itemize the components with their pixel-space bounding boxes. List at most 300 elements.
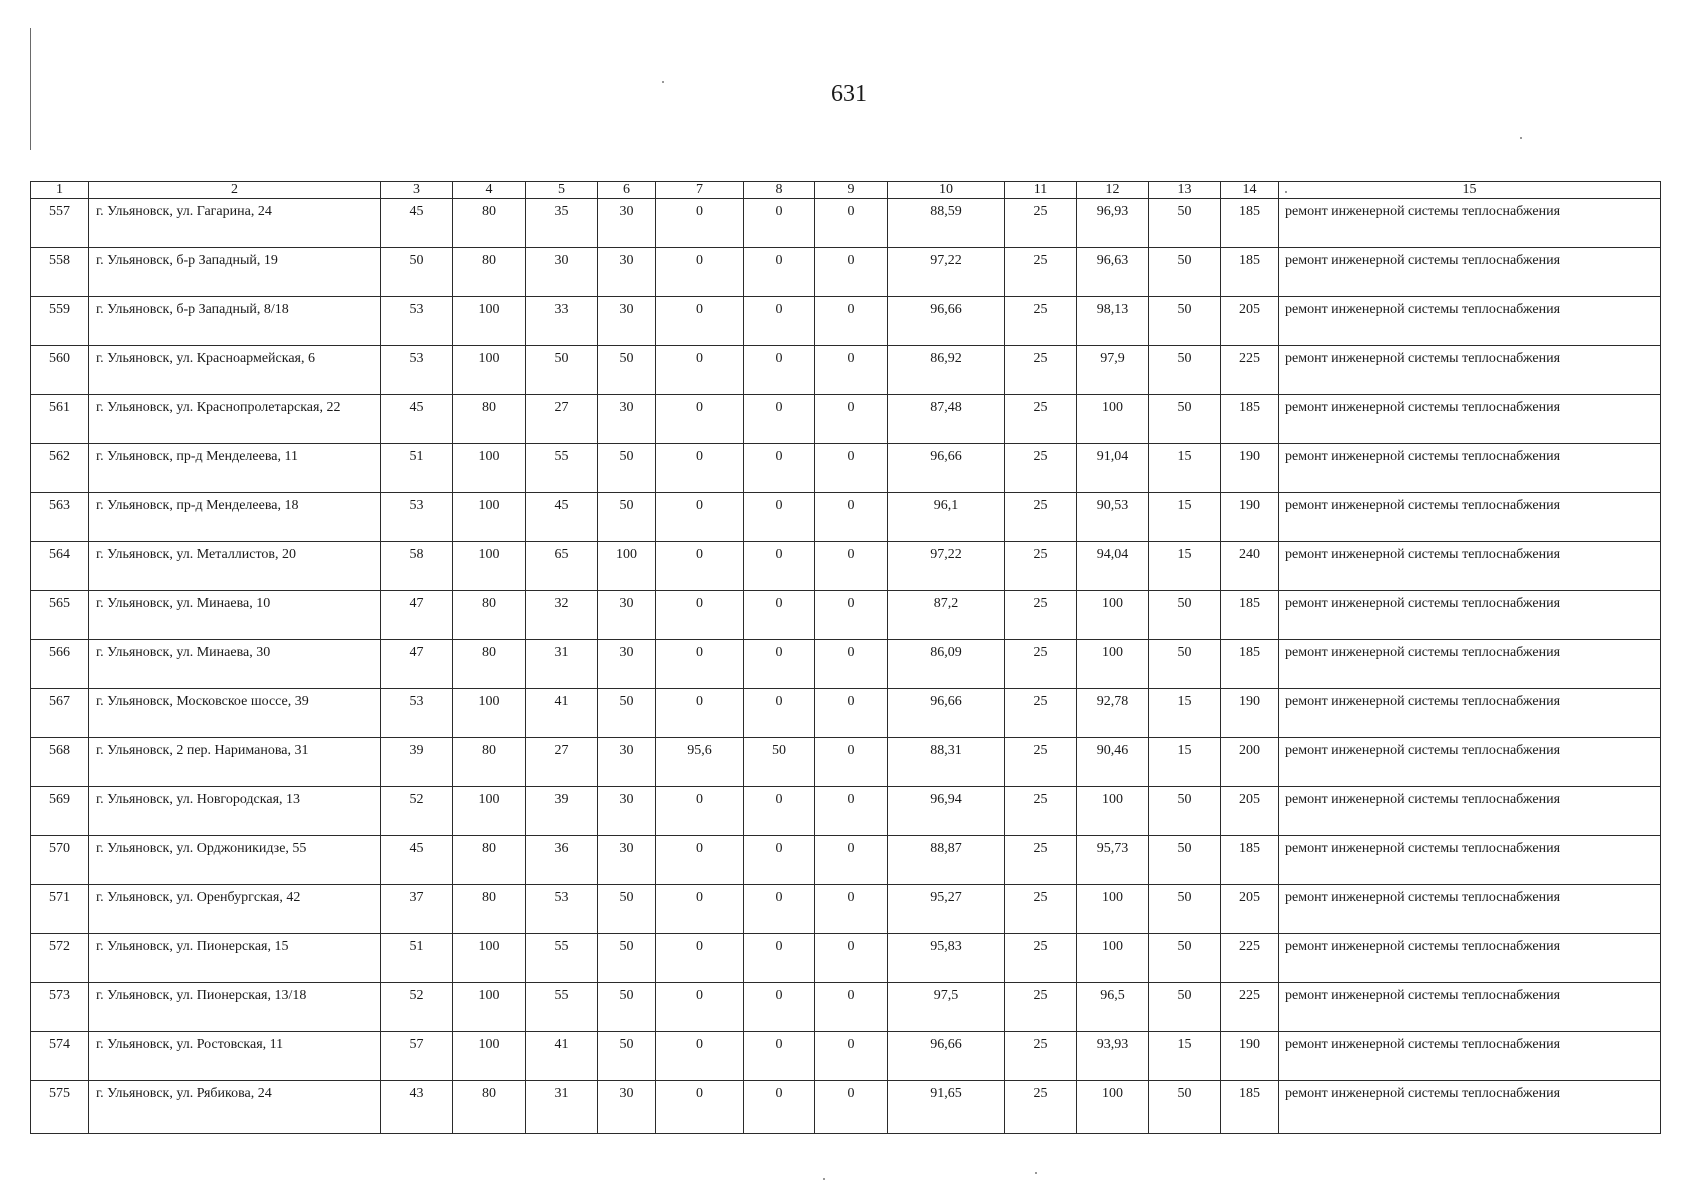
cell-col-3: 53 <box>381 493 453 542</box>
table-row <box>31 885 1661 934</box>
cell-col-9: 0 <box>815 1032 888 1081</box>
cell-col-3: 45 <box>381 395 453 444</box>
cell-col-9: 0 <box>815 199 888 248</box>
cell-row-number: 571 <box>31 885 89 934</box>
cell-address: г. Ульяновск, 2 пер. Нариманова, 31 <box>89 738 381 787</box>
column-header: 15 <box>1279 182 1661 199</box>
cell-col-14: 225 <box>1221 983 1279 1032</box>
cell-col-8: 0 <box>744 1032 815 1081</box>
cell-col-3: 53 <box>381 689 453 738</box>
cell-col-6: 50 <box>598 444 656 493</box>
cell-work-type: ремонт инженерной системы теплоснабжения <box>1279 983 1661 1032</box>
scan-speck <box>823 1178 825 1180</box>
cell-col-8: 0 <box>744 346 815 395</box>
cell-col-5: 36 <box>526 836 598 885</box>
table-row <box>31 640 1661 689</box>
cell-col-12: 100 <box>1077 885 1149 934</box>
table-row <box>31 346 1661 395</box>
cell-col-13: 15 <box>1149 444 1221 493</box>
cell-work-type: ремонт инженерной системы теплоснабжения <box>1279 1032 1661 1081</box>
cell-col-11: 25 <box>1005 493 1077 542</box>
cell-col-10: 96,66 <box>888 297 1005 346</box>
cell-col-8: 0 <box>744 1081 815 1134</box>
cell-col-13: 50 <box>1149 1081 1221 1134</box>
cell-col-12: 100 <box>1077 591 1149 640</box>
cell-col-10: 95,83 <box>888 934 1005 983</box>
cell-col-14: 185 <box>1221 248 1279 297</box>
cell-col-12: 98,13 <box>1077 297 1149 346</box>
cell-row-number: 563 <box>31 493 89 542</box>
cell-col-9: 0 <box>815 983 888 1032</box>
cell-col-8: 0 <box>744 444 815 493</box>
cell-col-8: 0 <box>744 199 815 248</box>
cell-col-6: 30 <box>598 395 656 444</box>
cell-address: г. Ульяновск, б-р Западный, 19 <box>89 248 381 297</box>
cell-col-10: 96,1 <box>888 493 1005 542</box>
cell-col-5: 35 <box>526 199 598 248</box>
cell-col-3: 47 <box>381 640 453 689</box>
cell-row-number: 569 <box>31 787 89 836</box>
cell-col-13: 50 <box>1149 934 1221 983</box>
cell-col-13: 50 <box>1149 885 1221 934</box>
cell-col-7: 0 <box>656 493 744 542</box>
cell-work-type: ремонт инженерной системы теплоснабжения <box>1279 640 1661 689</box>
cell-col-12: 100 <box>1077 1081 1149 1134</box>
cell-col-14: 205 <box>1221 297 1279 346</box>
cell-col-12: 100 <box>1077 640 1149 689</box>
cell-col-12: 96,5 <box>1077 983 1149 1032</box>
cell-address: г. Ульяновск, Московское шоссе, 39 <box>89 689 381 738</box>
cell-col-5: 65 <box>526 542 598 591</box>
registry-table <box>30 181 1661 1134</box>
cell-col-6: 30 <box>598 1081 656 1134</box>
cell-col-13: 15 <box>1149 689 1221 738</box>
cell-col-13: 50 <box>1149 297 1221 346</box>
table-row <box>31 248 1661 297</box>
cell-col-4: 100 <box>453 689 526 738</box>
table-row <box>31 199 1661 248</box>
cell-col-14: 190 <box>1221 493 1279 542</box>
table-row <box>31 444 1661 493</box>
cell-col-9: 0 <box>815 738 888 787</box>
cell-col-7: 0 <box>656 983 744 1032</box>
cell-col-9: 0 <box>815 934 888 983</box>
cell-col-7: 0 <box>656 542 744 591</box>
cell-col-8: 0 <box>744 983 815 1032</box>
cell-row-number: 572 <box>31 934 89 983</box>
cell-col-4: 80 <box>453 885 526 934</box>
cell-work-type: ремонт инженерной системы теплоснабжения <box>1279 542 1661 591</box>
cell-col-5: 53 <box>526 885 598 934</box>
cell-col-6: 50 <box>598 493 656 542</box>
cell-address: г. Ульяновск, ул. Краснопролетарская, 22 <box>89 395 381 444</box>
cell-col-3: 52 <box>381 983 453 1032</box>
cell-col-13: 50 <box>1149 836 1221 885</box>
cell-col-6: 30 <box>598 591 656 640</box>
cell-col-5: 31 <box>526 640 598 689</box>
cell-col-3: 57 <box>381 1032 453 1081</box>
cell-col-9: 0 <box>815 787 888 836</box>
column-header: 14 <box>1221 182 1279 199</box>
cell-col-3: 50 <box>381 248 453 297</box>
cell-col-7: 0 <box>656 444 744 493</box>
cell-col-13: 50 <box>1149 787 1221 836</box>
cell-col-4: 100 <box>453 297 526 346</box>
cell-col-12: 97,9 <box>1077 346 1149 395</box>
cell-address: г. Ульяновск, ул. Пионерская, 15 <box>89 934 381 983</box>
table-row <box>31 934 1661 983</box>
cell-col-10: 88,87 <box>888 836 1005 885</box>
cell-col-14: 185 <box>1221 395 1279 444</box>
table-row <box>31 1081 1661 1134</box>
cell-work-type: ремонт инженерной системы теплоснабжения <box>1279 199 1661 248</box>
cell-col-3: 58 <box>381 542 453 591</box>
cell-col-7: 95,6 <box>656 738 744 787</box>
cell-col-11: 25 <box>1005 934 1077 983</box>
cell-col-7: 0 <box>656 689 744 738</box>
cell-row-number: 568 <box>31 738 89 787</box>
cell-row-number: 559 <box>31 297 89 346</box>
scan-speck <box>1035 1172 1037 1174</box>
cell-col-10: 87,2 <box>888 591 1005 640</box>
cell-col-7: 0 <box>656 1081 744 1134</box>
cell-row-number: 560 <box>31 346 89 395</box>
cell-col-4: 80 <box>453 591 526 640</box>
cell-col-3: 51 <box>381 444 453 493</box>
cell-col-13: 50 <box>1149 248 1221 297</box>
cell-col-6: 30 <box>598 297 656 346</box>
cell-col-9: 0 <box>815 836 888 885</box>
cell-col-13: 50 <box>1149 591 1221 640</box>
cell-address: г. Ульяновск, ул. Минаева, 10 <box>89 591 381 640</box>
cell-col-6: 50 <box>598 689 656 738</box>
cell-address: г. Ульяновск, пр-д Менделеева, 11 <box>89 444 381 493</box>
table-row <box>31 689 1661 738</box>
page-number: 631 <box>831 81 867 107</box>
cell-col-8: 0 <box>744 395 815 444</box>
cell-col-7: 0 <box>656 885 744 934</box>
table-row <box>31 493 1661 542</box>
cell-col-3: 53 <box>381 346 453 395</box>
cell-col-5: 45 <box>526 493 598 542</box>
cell-col-5: 55 <box>526 444 598 493</box>
cell-col-10: 97,22 <box>888 248 1005 297</box>
column-header: 12 <box>1077 182 1149 199</box>
cell-row-number: 575 <box>31 1081 89 1134</box>
cell-address: г. Ульяновск, ул. Металлистов, 20 <box>89 542 381 591</box>
cell-col-12: 95,73 <box>1077 836 1149 885</box>
cell-col-9: 0 <box>815 444 888 493</box>
cell-col-11: 25 <box>1005 542 1077 591</box>
cell-col-7: 0 <box>656 346 744 395</box>
table-row <box>31 542 1661 591</box>
cell-col-14: 200 <box>1221 738 1279 787</box>
cell-col-9: 0 <box>815 346 888 395</box>
cell-col-6: 30 <box>598 738 656 787</box>
cell-row-number: 564 <box>31 542 89 591</box>
cell-col-12: 90,46 <box>1077 738 1149 787</box>
scan-speck <box>1285 191 1287 193</box>
cell-col-11: 25 <box>1005 836 1077 885</box>
cell-col-13: 15 <box>1149 1032 1221 1081</box>
cell-col-6: 50 <box>598 934 656 983</box>
cell-col-6: 30 <box>598 248 656 297</box>
scan-speck <box>662 81 664 83</box>
cell-col-14: 185 <box>1221 591 1279 640</box>
cell-col-12: 93,93 <box>1077 1032 1149 1081</box>
cell-col-4: 100 <box>453 542 526 591</box>
cell-col-4: 80 <box>453 248 526 297</box>
cell-col-3: 51 <box>381 934 453 983</box>
table-row <box>31 787 1661 836</box>
cell-col-4: 100 <box>453 346 526 395</box>
cell-col-14: 225 <box>1221 934 1279 983</box>
cell-work-type: ремонт инженерной системы теплоснабжения <box>1279 1081 1661 1134</box>
cell-address: г. Ульяновск, ул. Рябикова, 24 <box>89 1081 381 1134</box>
cell-col-10: 88,31 <box>888 738 1005 787</box>
cell-col-12: 90,53 <box>1077 493 1149 542</box>
cell-col-9: 0 <box>815 885 888 934</box>
table-row <box>31 297 1661 346</box>
cell-col-4: 80 <box>453 1081 526 1134</box>
cell-col-6: 100 <box>598 542 656 591</box>
cell-col-14: 190 <box>1221 1032 1279 1081</box>
cell-row-number: 565 <box>31 591 89 640</box>
cell-col-14: 185 <box>1221 836 1279 885</box>
cell-col-6: 50 <box>598 885 656 934</box>
cell-row-number: 574 <box>31 1032 89 1081</box>
cell-col-5: 31 <box>526 1081 598 1134</box>
cell-col-6: 50 <box>598 1032 656 1081</box>
cell-col-5: 27 <box>526 395 598 444</box>
cell-work-type: ремонт инженерной системы теплоснабжения <box>1279 248 1661 297</box>
registry-table-wrapper <box>30 181 1660 1134</box>
cell-col-10: 97,5 <box>888 983 1005 1032</box>
cell-col-13: 50 <box>1149 983 1221 1032</box>
cell-col-4: 80 <box>453 395 526 444</box>
cell-col-9: 0 <box>815 689 888 738</box>
cell-col-5: 33 <box>526 297 598 346</box>
cell-work-type: ремонт инженерной системы теплоснабжения <box>1279 346 1661 395</box>
cell-col-14: 190 <box>1221 444 1279 493</box>
cell-address: г. Ульяновск, б-р Западный, 8/18 <box>89 297 381 346</box>
cell-col-11: 25 <box>1005 346 1077 395</box>
cell-col-10: 86,09 <box>888 640 1005 689</box>
cell-col-8: 0 <box>744 591 815 640</box>
table-row <box>31 591 1661 640</box>
scan-speck <box>1520 137 1522 139</box>
cell-col-14: 240 <box>1221 542 1279 591</box>
column-header: 8 <box>744 182 815 199</box>
cell-col-4: 80 <box>453 199 526 248</box>
column-header: 2 <box>89 182 381 199</box>
table-row <box>31 836 1661 885</box>
cell-col-11: 25 <box>1005 640 1077 689</box>
column-header: 5 <box>526 182 598 199</box>
cell-col-14: 225 <box>1221 346 1279 395</box>
cell-col-6: 30 <box>598 199 656 248</box>
cell-work-type: ремонт инженерной системы теплоснабжения <box>1279 591 1661 640</box>
cell-col-11: 25 <box>1005 297 1077 346</box>
cell-address: г. Ульяновск, ул. Новгородская, 13 <box>89 787 381 836</box>
table-row <box>31 983 1661 1032</box>
cell-col-13: 15 <box>1149 542 1221 591</box>
cell-col-10: 96,66 <box>888 1032 1005 1081</box>
cell-col-4: 100 <box>453 493 526 542</box>
column-header: 7 <box>656 182 744 199</box>
column-header: 3 <box>381 182 453 199</box>
column-header: 1 <box>31 182 89 199</box>
cell-col-12: 94,04 <box>1077 542 1149 591</box>
cell-col-4: 100 <box>453 444 526 493</box>
cell-address: г. Ульяновск, ул. Минаева, 30 <box>89 640 381 689</box>
cell-work-type: ремонт инженерной системы теплоснабжения <box>1279 836 1661 885</box>
cell-col-8: 0 <box>744 885 815 934</box>
cell-address: г. Ульяновск, ул. Ростовская, 11 <box>89 1032 381 1081</box>
column-header: 13 <box>1149 182 1221 199</box>
cell-col-12: 96,93 <box>1077 199 1149 248</box>
cell-col-3: 52 <box>381 787 453 836</box>
cell-col-12: 100 <box>1077 934 1149 983</box>
cell-col-9: 0 <box>815 591 888 640</box>
cell-col-8: 50 <box>744 738 815 787</box>
cell-col-11: 25 <box>1005 199 1077 248</box>
cell-col-10: 96,94 <box>888 787 1005 836</box>
cell-col-13: 15 <box>1149 738 1221 787</box>
cell-col-8: 0 <box>744 542 815 591</box>
cell-col-13: 50 <box>1149 199 1221 248</box>
cell-address: г. Ульяновск, ул. Пионерская, 13/18 <box>89 983 381 1032</box>
cell-col-5: 30 <box>526 248 598 297</box>
cell-col-9: 0 <box>815 542 888 591</box>
table-row <box>31 738 1661 787</box>
cell-col-7: 0 <box>656 248 744 297</box>
cell-col-8: 0 <box>744 640 815 689</box>
cell-col-7: 0 <box>656 640 744 689</box>
cell-col-3: 47 <box>381 591 453 640</box>
table-body <box>31 199 1661 1134</box>
cell-col-4: 80 <box>453 640 526 689</box>
cell-col-11: 25 <box>1005 738 1077 787</box>
cell-work-type: ремонт инженерной системы теплоснабжения <box>1279 493 1661 542</box>
cell-col-3: 53 <box>381 297 453 346</box>
cell-col-11: 25 <box>1005 1081 1077 1134</box>
cell-col-12: 92,78 <box>1077 689 1149 738</box>
cell-row-number: 573 <box>31 983 89 1032</box>
cell-col-12: 96,63 <box>1077 248 1149 297</box>
cell-col-9: 0 <box>815 493 888 542</box>
cell-address: г. Ульяновск, ул. Гагарина, 24 <box>89 199 381 248</box>
cell-row-number: 562 <box>31 444 89 493</box>
cell-col-14: 190 <box>1221 689 1279 738</box>
cell-address: г. Ульяновск, ул. Красноармейская, 6 <box>89 346 381 395</box>
cell-work-type: ремонт инженерной системы теплоснабжения <box>1279 689 1661 738</box>
table-row <box>31 395 1661 444</box>
cell-col-5: 55 <box>526 934 598 983</box>
cell-col-10: 97,22 <box>888 542 1005 591</box>
cell-row-number: 570 <box>31 836 89 885</box>
cell-col-4: 80 <box>453 836 526 885</box>
table-header-row <box>31 182 1661 199</box>
cell-col-11: 25 <box>1005 787 1077 836</box>
cell-col-13: 50 <box>1149 395 1221 444</box>
cell-col-4: 100 <box>453 983 526 1032</box>
cell-col-9: 0 <box>815 248 888 297</box>
cell-col-11: 25 <box>1005 395 1077 444</box>
cell-col-12: 100 <box>1077 395 1149 444</box>
cell-address: г. Ульяновск, пр-д Менделеева, 18 <box>89 493 381 542</box>
cell-row-number: 558 <box>31 248 89 297</box>
cell-col-8: 0 <box>744 787 815 836</box>
cell-col-8: 0 <box>744 934 815 983</box>
column-header: 11 <box>1005 182 1077 199</box>
cell-col-3: 39 <box>381 738 453 787</box>
cell-work-type: ремонт инженерной системы теплоснабжения <box>1279 297 1661 346</box>
cell-col-12: 100 <box>1077 787 1149 836</box>
cell-col-14: 205 <box>1221 885 1279 934</box>
cell-col-4: 100 <box>453 787 526 836</box>
cell-col-10: 91,65 <box>888 1081 1005 1134</box>
cell-col-4: 80 <box>453 738 526 787</box>
cell-work-type: ремонт инженерной системы теплоснабжения <box>1279 444 1661 493</box>
cell-address: г. Ульяновск, ул. Орджоникидзе, 55 <box>89 836 381 885</box>
cell-col-14: 185 <box>1221 1081 1279 1134</box>
cell-col-10: 96,66 <box>888 689 1005 738</box>
cell-work-type: ремонт инженерной системы теплоснабжения <box>1279 738 1661 787</box>
cell-col-14: 185 <box>1221 199 1279 248</box>
cell-col-3: 37 <box>381 885 453 934</box>
cell-col-13: 50 <box>1149 640 1221 689</box>
cell-col-9: 0 <box>815 1081 888 1134</box>
cell-col-7: 0 <box>656 297 744 346</box>
cell-col-7: 0 <box>656 1032 744 1081</box>
cell-work-type: ремонт инженерной системы теплоснабжения <box>1279 787 1661 836</box>
cell-col-6: 50 <box>598 346 656 395</box>
cell-col-7: 0 <box>656 199 744 248</box>
cell-col-5: 55 <box>526 983 598 1032</box>
cell-col-5: 27 <box>526 738 598 787</box>
cell-col-6: 30 <box>598 836 656 885</box>
cell-col-11: 25 <box>1005 885 1077 934</box>
cell-col-8: 0 <box>744 493 815 542</box>
cell-col-7: 0 <box>656 934 744 983</box>
cell-col-6: 30 <box>598 640 656 689</box>
cell-col-11: 25 <box>1005 689 1077 738</box>
cell-row-number: 567 <box>31 689 89 738</box>
cell-col-6: 50 <box>598 983 656 1032</box>
cell-col-10: 88,59 <box>888 199 1005 248</box>
cell-col-10: 96,66 <box>888 444 1005 493</box>
column-header: 6 <box>598 182 656 199</box>
table-row <box>31 1032 1661 1081</box>
cell-col-13: 15 <box>1149 493 1221 542</box>
cell-col-4: 100 <box>453 1032 526 1081</box>
cell-col-7: 0 <box>656 836 744 885</box>
cell-col-5: 50 <box>526 346 598 395</box>
cell-col-3: 45 <box>381 199 453 248</box>
cell-col-9: 0 <box>815 395 888 444</box>
cell-col-14: 185 <box>1221 640 1279 689</box>
cell-row-number: 557 <box>31 199 89 248</box>
cell-col-9: 0 <box>815 297 888 346</box>
cell-col-10: 86,92 <box>888 346 1005 395</box>
cell-col-10: 87,48 <box>888 395 1005 444</box>
cell-col-8: 0 <box>744 836 815 885</box>
cell-col-14: 205 <box>1221 787 1279 836</box>
cell-row-number: 561 <box>31 395 89 444</box>
cell-col-3: 45 <box>381 836 453 885</box>
cell-col-13: 50 <box>1149 346 1221 395</box>
